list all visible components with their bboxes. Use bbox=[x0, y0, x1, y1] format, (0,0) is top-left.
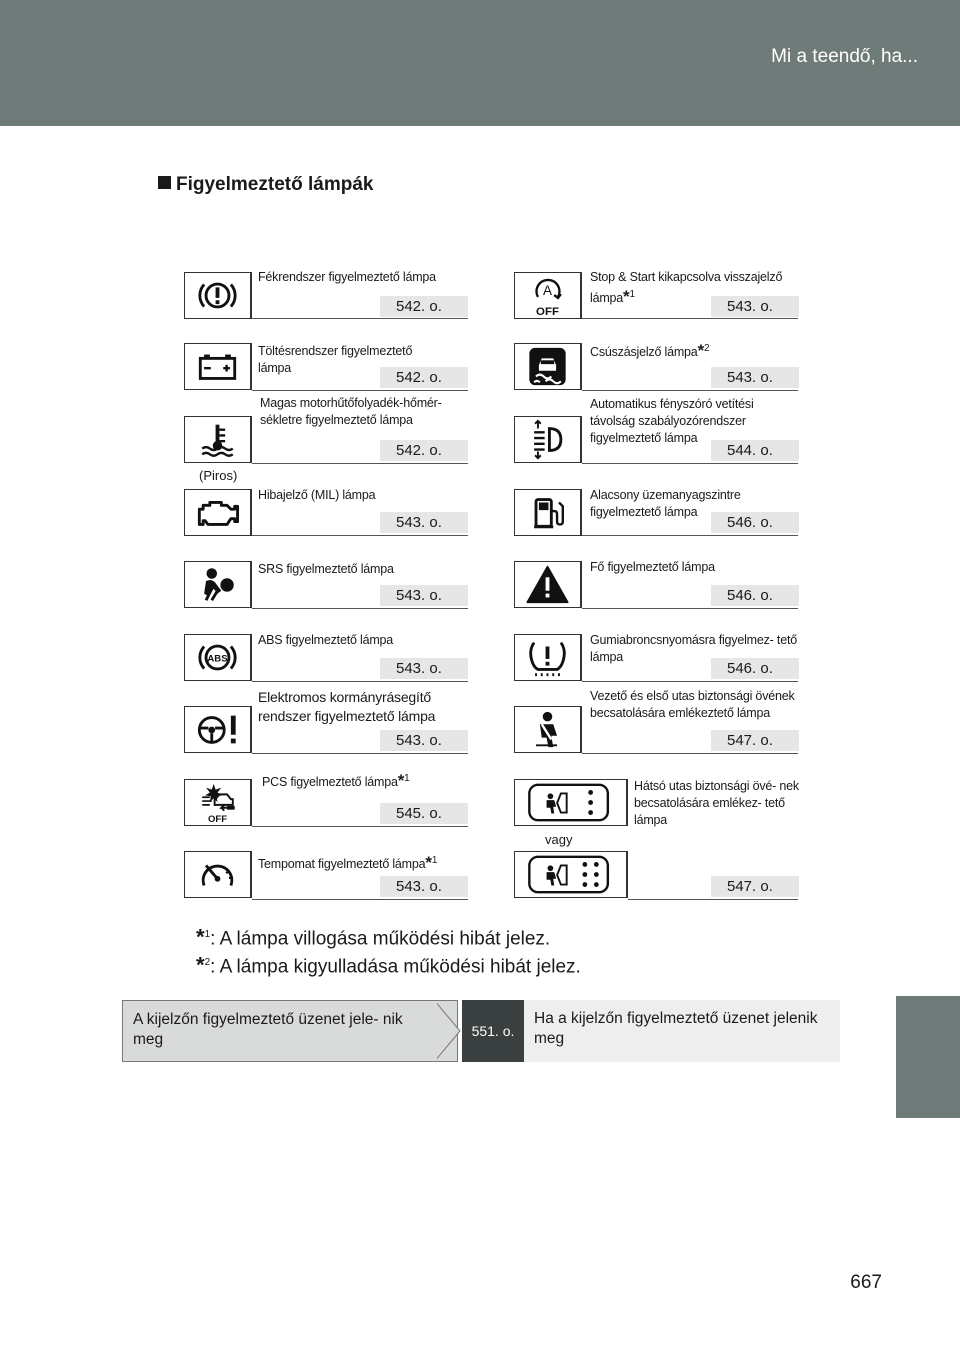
cruise-control-icon bbox=[184, 851, 252, 898]
or-text: vagy bbox=[545, 832, 573, 847]
chapter-tab bbox=[896, 996, 960, 1118]
square-bullet-icon bbox=[158, 176, 171, 189]
right-item-label: Vezető és első utas biztonsági övének becsatolására emlékeztető lámpa bbox=[590, 689, 795, 720]
left-item-label bbox=[258, 852, 458, 873]
divider bbox=[252, 753, 468, 754]
stop-start-off-text: OFF bbox=[536, 306, 559, 318]
left-item-ref: 543. o. bbox=[380, 876, 468, 897]
left-item-label bbox=[262, 770, 472, 791]
divider bbox=[582, 318, 798, 319]
seatbelt-icon bbox=[514, 706, 582, 753]
left-item-label: Elektromos kormányrásegítő rendszer figyelmeztető lámpa bbox=[258, 689, 436, 724]
divider bbox=[252, 681, 468, 682]
right-item-label: Fő figyelmeztető lámpa bbox=[590, 560, 715, 574]
left-item-label: ABS figyelmeztető lámpa bbox=[258, 633, 394, 647]
divider bbox=[252, 463, 468, 464]
left-item-ref: 543. o. bbox=[380, 585, 468, 606]
divider bbox=[582, 463, 798, 464]
divider bbox=[582, 608, 798, 609]
footnote-star: * bbox=[196, 952, 205, 978]
left-item-label-text: Tempomat figyelmeztető lámpa bbox=[258, 857, 426, 872]
master-warning-icon bbox=[514, 561, 582, 608]
abs-text: ABS bbox=[207, 653, 228, 665]
right-item-label: Gumiabroncsnyomásra figyelmez- tető lámpa bbox=[590, 633, 797, 664]
cross-reference-bar[interactable] bbox=[122, 1000, 840, 1062]
check-engine-icon bbox=[184, 489, 252, 536]
footnote-star: * bbox=[425, 853, 432, 873]
footnote-num: 1 bbox=[431, 855, 438, 866]
left-item-ref: 542. o. bbox=[380, 296, 468, 317]
left-item-label-text: PCS figyelmeztető lámpa bbox=[262, 775, 398, 790]
footnote-star: * bbox=[397, 771, 405, 791]
divider bbox=[582, 753, 798, 754]
left-item-label: Hibajelző (MIL) lámpa bbox=[258, 488, 376, 502]
section-title bbox=[158, 174, 373, 196]
right-item-label bbox=[590, 340, 800, 361]
pcs-off-icon bbox=[184, 779, 252, 826]
nav-page-ref[interactable]: 551. o. bbox=[462, 1000, 524, 1062]
fuel-icon bbox=[514, 489, 582, 536]
right-item-ref: 546. o. bbox=[711, 658, 799, 679]
page-number: 667 bbox=[850, 1272, 882, 1293]
footnote-star: * bbox=[623, 287, 630, 307]
right-item-label: Alacsony üzemanyagszintre figyelmeztető lámpa bbox=[590, 488, 741, 519]
right-item-ref: 543. o. bbox=[711, 367, 799, 388]
nav-right-text: Ha a kijelzőn figyelmeztető üzenet jelenik meg bbox=[534, 1010, 818, 1047]
left-item-label: Töltésrendszer figyelmeztető lámpa bbox=[258, 344, 413, 375]
divider bbox=[252, 390, 468, 391]
left-item-ref: 543. o. bbox=[380, 512, 468, 533]
divider bbox=[582, 681, 798, 682]
slip-indicator-icon bbox=[514, 343, 582, 390]
left-item-ref: 542. o. bbox=[380, 367, 468, 388]
divider bbox=[628, 899, 798, 900]
right-item-label-text: Stop & Start kikapcsolva visszajelző lámpa bbox=[590, 270, 783, 306]
headlight-leveling-icon bbox=[514, 416, 582, 463]
footnote-star: * bbox=[697, 341, 704, 361]
left-item-label: SRS figyelmeztető lámpa bbox=[258, 562, 394, 576]
footnote-1 bbox=[196, 922, 550, 952]
footnote-text: : A lámpa villogása működési hibát jelez. bbox=[210, 928, 551, 950]
divider bbox=[252, 608, 468, 609]
brake-warning-icon bbox=[184, 272, 252, 319]
nav-right-box bbox=[524, 1000, 840, 1062]
footnote-text: : A lámpa kigyulladása működési hibát jelez. bbox=[210, 956, 581, 978]
nav-left-box bbox=[122, 1000, 458, 1062]
left-item-ref: 542. o. bbox=[380, 440, 468, 461]
right-item-label: Automatikus fényszóró vetítési távolság szabályozórendszer figyelmeztető lámpa bbox=[590, 397, 754, 445]
left-item-ref: 543. o. bbox=[380, 730, 468, 751]
right-item-ref: 547. o. bbox=[711, 730, 799, 751]
left-item-ref: 545. o. bbox=[380, 803, 468, 824]
divider bbox=[582, 535, 798, 536]
rear-seatbelt-icon bbox=[514, 779, 628, 826]
footnote-num: 2 bbox=[703, 343, 710, 354]
footnote-num: 1 bbox=[204, 929, 211, 940]
power-steering-icon bbox=[184, 706, 252, 753]
divider bbox=[582, 390, 798, 391]
divider bbox=[252, 826, 468, 827]
left-item-label: Magas motorhűtőfolyadék-hőmér- sékletre figyelmeztető lámpa bbox=[260, 396, 442, 427]
battery-icon bbox=[184, 343, 252, 390]
arrow-right-icon bbox=[434, 1000, 462, 1062]
airbag-icon bbox=[184, 561, 252, 608]
right-item-label: Hátsó utas biztonsági övé- nek becsatolására emlékez- tető lámpa bbox=[634, 779, 799, 827]
divider bbox=[252, 318, 468, 319]
header-title: Mi a teendő, ha... bbox=[771, 46, 918, 67]
right-item-ref: 543. o. bbox=[711, 296, 799, 317]
divider bbox=[252, 899, 468, 900]
coolant-temp-icon bbox=[184, 416, 252, 463]
section-title-text: Figyelmeztető lámpák bbox=[176, 174, 374, 195]
right-item-ref: 544. o. bbox=[711, 440, 799, 461]
pcs-off-text: OFF bbox=[207, 814, 228, 825]
color-note: (Piros) bbox=[199, 468, 238, 483]
rear-seatbelt-icon-alt bbox=[514, 851, 628, 898]
stop-start-off-icon bbox=[514, 272, 582, 319]
divider bbox=[252, 535, 468, 536]
right-item-ref: 547. o. bbox=[711, 876, 799, 897]
stop-start-a-text: A bbox=[543, 283, 552, 299]
right-item-ref: 546. o. bbox=[711, 512, 799, 533]
tire-pressure-icon bbox=[514, 634, 582, 681]
footnote-num: 1 bbox=[404, 773, 410, 784]
footnote-num: 2 bbox=[204, 957, 211, 968]
left-item-ref: 543. o. bbox=[380, 658, 468, 679]
page-header bbox=[0, 0, 960, 126]
left-item-label: Fékrendszer figyelmeztető lámpa bbox=[258, 270, 436, 284]
footnote-num: 1 bbox=[629, 289, 635, 300]
right-item-label-text: Csúszásjelző lámpa bbox=[590, 345, 698, 360]
footnote-star: * bbox=[196, 924, 205, 950]
abs-icon bbox=[184, 634, 252, 681]
nav-left-text: A kijelzőn figyelmeztető üzenet jele- nik meg bbox=[133, 1011, 403, 1048]
footnote-2 bbox=[196, 950, 581, 980]
right-item-ref: 546. o. bbox=[711, 585, 799, 606]
